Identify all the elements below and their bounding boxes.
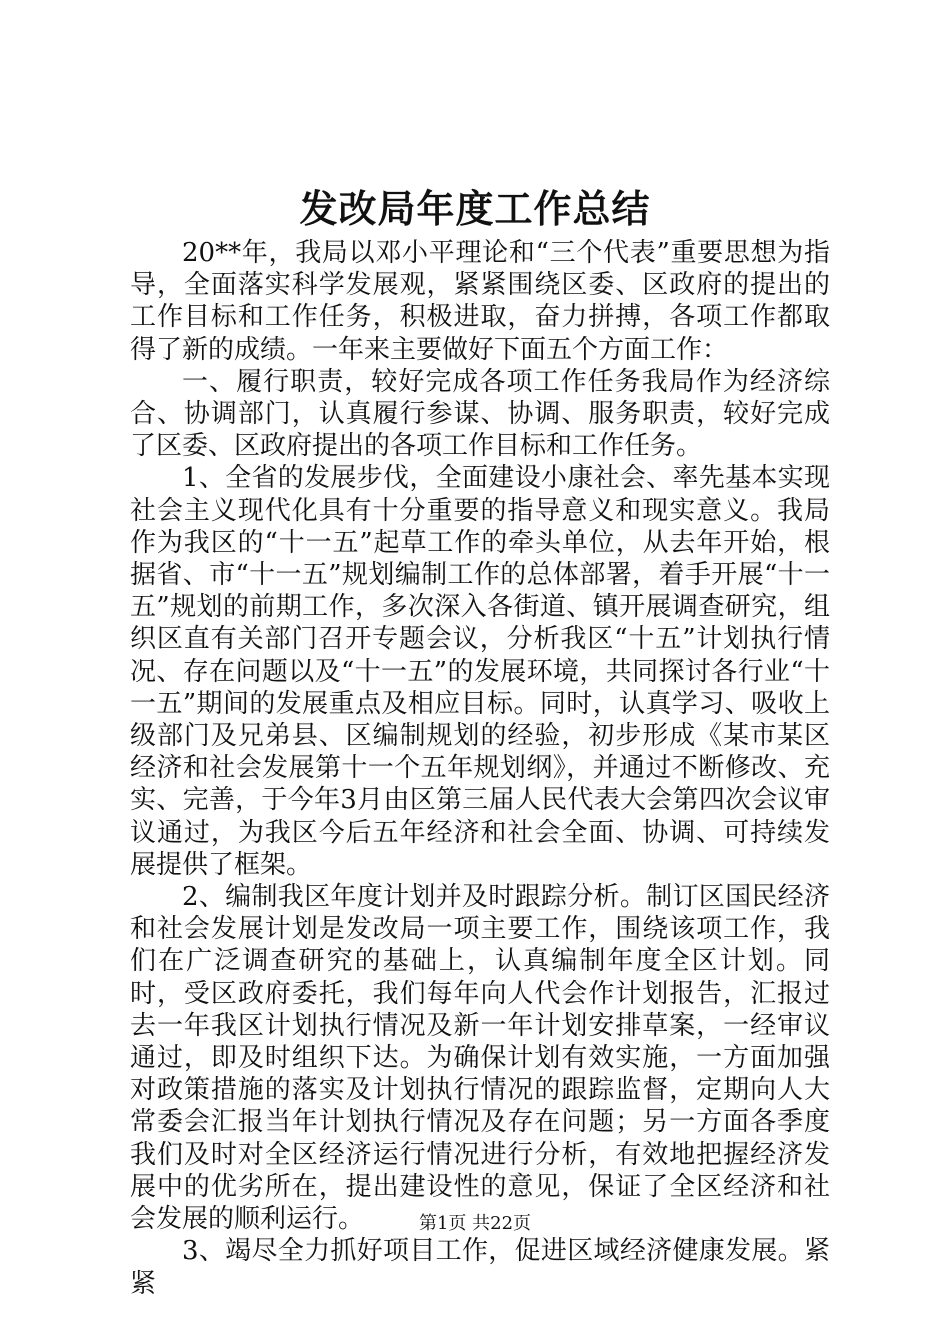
document-body [130,237,830,1300]
paragraph-item-2: 2、编制我区年度计划并及时跟踪分析。制订区国民经济和社会发展计划是发改局一项主要工作，围绕该项工作，我们在广泛调查研究的基础上，认真编制年度全区计划。同时，受区政府委托，我们每年向人代会作计划报告，汇报过去一年我区计划执行情况及新一年计划安排草案，一经审议通过，即及时组织下达。为确保计划有效实施，一方面加强对政策措施的落实及计划执行情况的跟踪监督，定期向人大常委会汇报当年计划执行情况及存在问题；另一方面各季度我们及时对全区经济运行情况进行分析，有效地把握经济发展中的优劣所在，提出建设性的意见，保证了全区经济和社会发展的顺利运行。 [130,882,830,1235]
page-number-footer: 第1页 共22页 [418,1213,532,1234]
paragraph-intro: 20**年，我局以邓小平理论和“三个代表”重要思想为指导，全面落实科学发展观，紧紧围绕区委、区政府的提出的工作目标和工作任务，积极进取，奋力拼搏，各项工作都取得了新的成绩。一年来主要做好下面五个方面工作： [130,238,830,365]
paragraph-item-1: 1、全省的发展步伐，全面建设小康社会、率先基本实现社会主义现代化具有十分重要的指导意义和现实意义。我局作为我区的“十一五”起草工作的牵头单位，从去年开始，根据省、市“十一五”规划编制工作的总体部署，着手开展“十一五”规划的前期工作，多次深入各街道、镇开展调查研究，组织区直有关部门召开专题会议，分析我区“十五”计划执行情况、存在问题以及“十一五”的发展环境，共同探讨各行业“十一五”期间的发展重点及相应目标。同时，认真学习、吸收上级部门及兄弟县、区编制规划的经验，初步形成《某市某区经济和社会发展第十一个五年规划纲》，并通过不断修改、充实、完善，于今年3月由区第三届人民代表大会第四次会议审议通过，为我区今后五年经济和社会全面、协调、可持续发展提供了框架。 [130,463,830,880]
document-title: 发改局年度工作总结 [299,186,651,231]
paragraph-item-3: 3、竭尽全力抓好项目工作，促进区域经济健康发展。紧紧 [130,1236,830,1299]
paragraph-section-1: 一、履行职责，较好完成各项工作任务我局作为经济综合、协调部门，认真履行参谋、协调、服务职责，较好完成了区委、区政府提出的各项工作目标和工作任务。 [130,366,830,462]
